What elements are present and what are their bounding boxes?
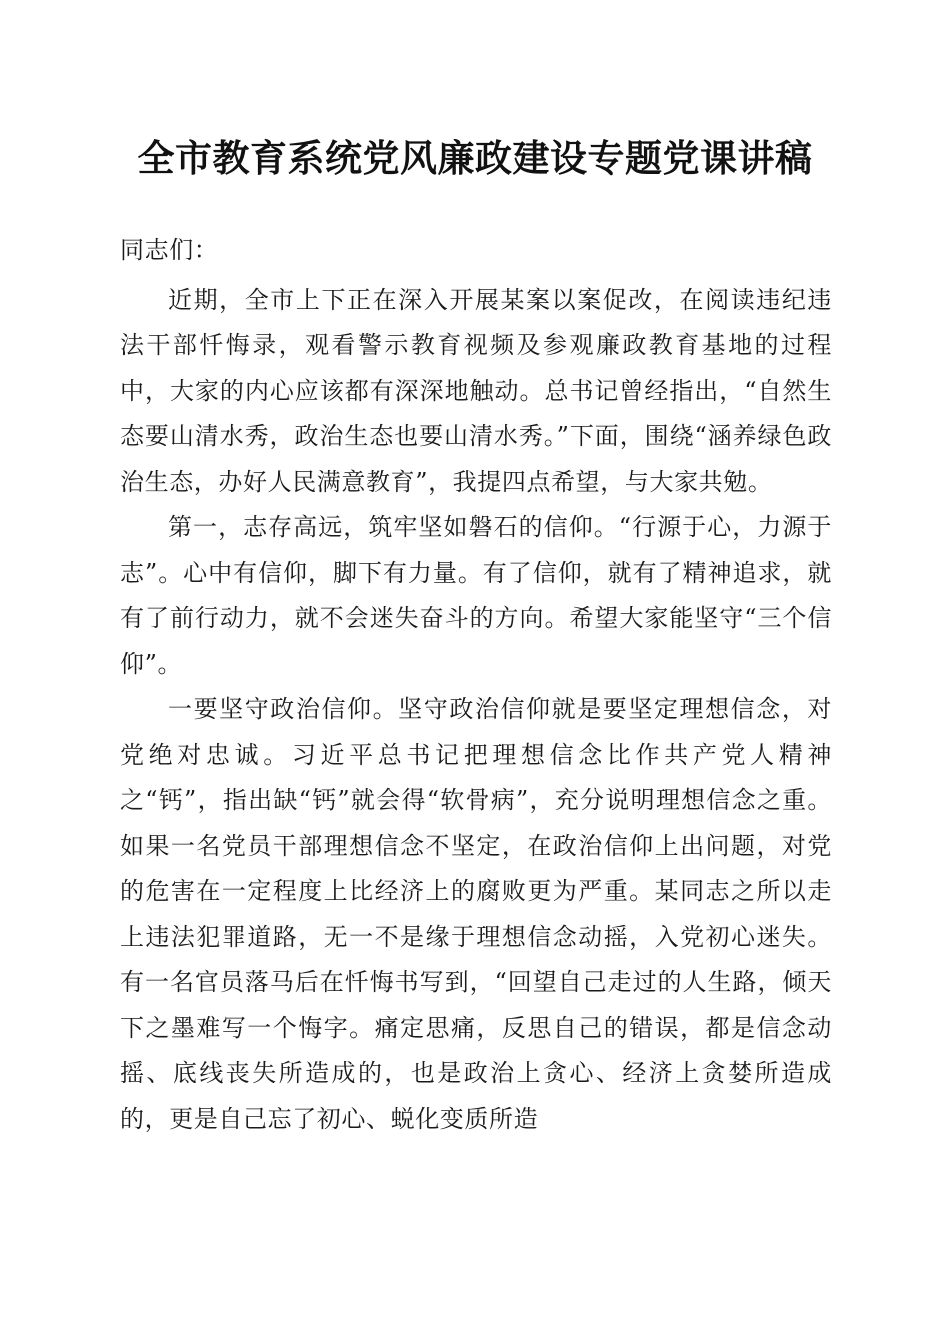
paragraph-first-point: 第一，志存高远，筑牢坚如磐石的信仰。“行源于心，力源于志”。心中有信仰，脚下有力量。有了信仰，就有了精神追求，就有了前行动力，就不会迷失奋斗的方向。希望大家能坚守“三个信仰”。 <box>120 513 832 678</box>
document-body <box>120 228 832 1142</box>
paragraph-political-faith: 一要坚守政治信仰。坚守政治信仰就是要坚定理想信念，对党绝对忠诚。习近平总书记把理想信念比作共产党人精神之“钙”，指出缺“钙”就会得“软骨病”，充分说明理想信念之重。如果一名党员干部理想信念不坚定，在政治信仰上出问题，对党的危害在一定程度上比经济上的腐败更为严重。某同志之所以走上违法犯罪道路，无一不是缘于理想信念动摇，入党初心迷失。有一名官员落马后在忏悔书写到，“回望自己走过的人生路，倾天下之墨难写一个悔字。痛定思痛，反思自己的错误，都是信念动摇、底线丧失所造成的，也是政治上贪心、经济上贪婪所造成的，更是自己忘了初心、蜕化变质所造 <box>120 695 832 1133</box>
document-title: 全市教育系统党风廉政建设专题党课讲稿 <box>137 136 813 180</box>
greeting: 同志们： <box>120 236 219 264</box>
paragraph-intro: 近期，全市上下正在深入开展某案以案促改，在阅读违纪违法干部忏悔录，观看警示教育视频及参观廉政教育基地的过程中，大家的内心应该都有深深地触动。总书记曾经指出，“自然生态要山清水秀，政治生态也要山清水秀。”下面，围绕“涵养绿色政治生态，办好人民满意教育”，我提四点希望，与大家共勉。 <box>120 285 832 496</box>
